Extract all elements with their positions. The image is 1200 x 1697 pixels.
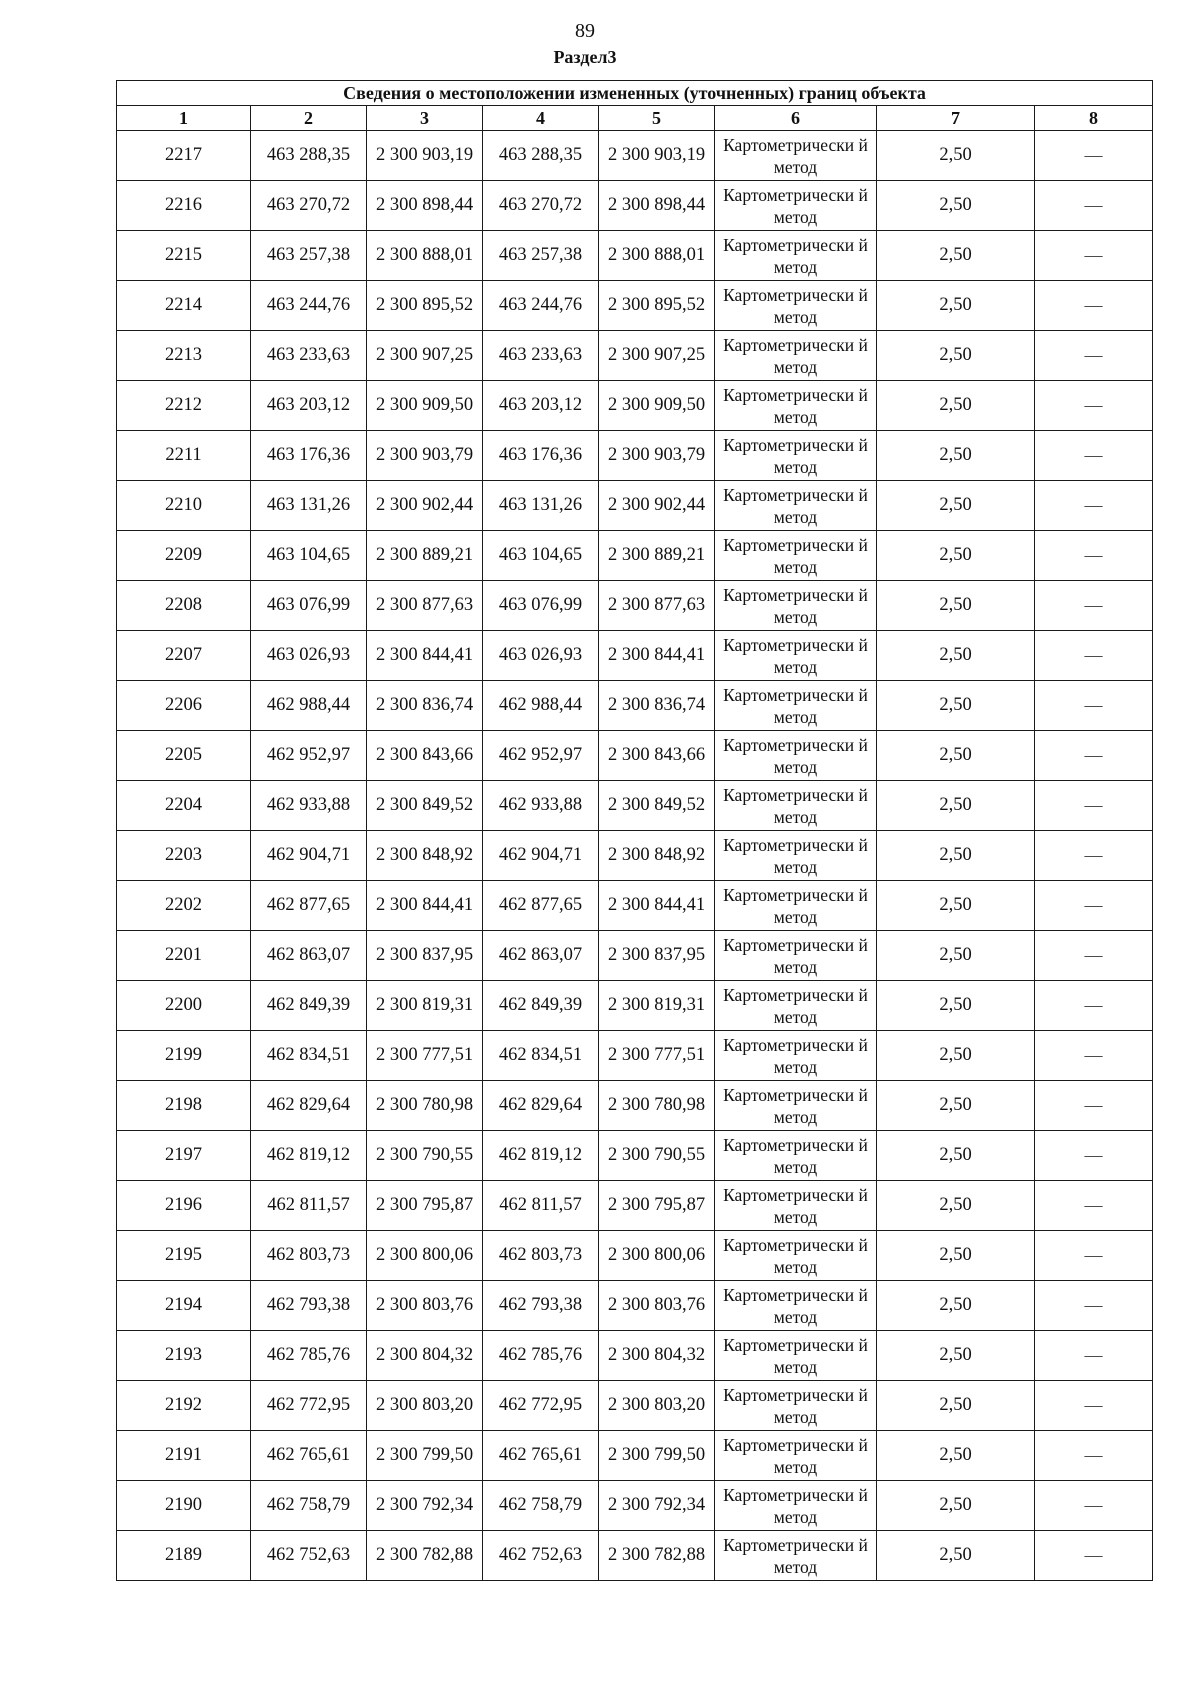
table-row — [117, 381, 1153, 431]
column-header: 1 — [117, 106, 251, 131]
column-header: 6 — [715, 106, 877, 131]
description-cell: — — [1035, 1431, 1153, 1481]
coord-x-new-cell: 463 026,93 — [483, 631, 599, 681]
accuracy-cell: 2,50 — [877, 281, 1035, 331]
description-cell: — — [1035, 481, 1153, 531]
table-row — [117, 631, 1153, 681]
coord-x-new-cell: 462 819,12 — [483, 1131, 599, 1181]
coord-y-old-cell: 2 300 799,50 — [367, 1431, 483, 1481]
method-cell: Картометрически й метод — [715, 1281, 877, 1331]
coord-y-new-cell: 2 300 902,44 — [599, 481, 715, 531]
coord-y-new-cell: 2 300 780,98 — [599, 1081, 715, 1131]
description-cell: — — [1035, 781, 1153, 831]
description-cell: — — [1035, 831, 1153, 881]
accuracy-cell: 2,50 — [877, 681, 1035, 731]
coord-y-old-cell: 2 300 849,52 — [367, 781, 483, 831]
coord-y-new-cell: 2 300 903,79 — [599, 431, 715, 481]
point-number-cell: 2209 — [117, 531, 251, 581]
point-number-cell: 2204 — [117, 781, 251, 831]
method-cell: Картометрически й метод — [715, 1531, 877, 1581]
coord-x-old-cell: 462 752,63 — [251, 1531, 367, 1581]
method-cell: Картометрически й метод — [715, 131, 877, 181]
accuracy-cell: 2,50 — [877, 631, 1035, 681]
table-row — [117, 881, 1153, 931]
coord-x-old-cell: 463 244,76 — [251, 281, 367, 331]
description-cell: — — [1035, 681, 1153, 731]
coord-y-new-cell: 2 300 803,20 — [599, 1381, 715, 1431]
description-cell: — — [1035, 1181, 1153, 1231]
coord-x-old-cell: 462 785,76 — [251, 1331, 367, 1381]
column-header: 7 — [877, 106, 1035, 131]
point-number-cell: 2200 — [117, 981, 251, 1031]
column-header: 4 — [483, 106, 599, 131]
coord-y-new-cell: 2 300 848,92 — [599, 831, 715, 881]
point-number-cell: 2211 — [117, 431, 251, 481]
coord-y-old-cell: 2 300 843,66 — [367, 731, 483, 781]
coord-x-new-cell: 462 904,71 — [483, 831, 599, 881]
point-number-cell: 2215 — [117, 231, 251, 281]
description-cell: — — [1035, 231, 1153, 281]
table-row — [117, 1031, 1153, 1081]
table-row — [117, 981, 1153, 1031]
point-number-cell: 2199 — [117, 1031, 251, 1081]
coord-x-new-cell: 462 829,64 — [483, 1081, 599, 1131]
coord-x-old-cell: 463 203,12 — [251, 381, 367, 431]
point-number-cell: 2205 — [117, 731, 251, 781]
coord-x-new-cell: 463 288,35 — [483, 131, 599, 181]
method-cell: Картометрически й метод — [715, 981, 877, 1031]
method-cell: Картометрически й метод — [715, 1381, 877, 1431]
point-number-cell: 2208 — [117, 581, 251, 631]
description-cell: — — [1035, 331, 1153, 381]
point-number-cell: 2189 — [117, 1531, 251, 1581]
coord-x-new-cell: 463 104,65 — [483, 531, 599, 581]
coord-y-new-cell: 2 300 843,66 — [599, 731, 715, 781]
table-row — [117, 131, 1153, 181]
description-cell: — — [1035, 181, 1153, 231]
method-cell: Картометрически й метод — [715, 381, 877, 431]
coord-y-old-cell: 2 300 795,87 — [367, 1181, 483, 1231]
coord-x-old-cell: 462 772,95 — [251, 1381, 367, 1431]
coord-x-new-cell: 462 849,39 — [483, 981, 599, 1031]
coord-y-new-cell: 2 300 804,32 — [599, 1331, 715, 1381]
coord-y-old-cell: 2 300 803,20 — [367, 1381, 483, 1431]
coord-x-old-cell: 462 758,79 — [251, 1481, 367, 1531]
table-body — [117, 131, 1153, 1581]
coord-y-old-cell: 2 300 804,32 — [367, 1331, 483, 1381]
description-cell: — — [1035, 1281, 1153, 1331]
accuracy-cell: 2,50 — [877, 381, 1035, 431]
coord-y-old-cell: 2 300 792,34 — [367, 1481, 483, 1531]
coord-y-old-cell: 2 300 898,44 — [367, 181, 483, 231]
coord-y-new-cell: 2 300 795,87 — [599, 1181, 715, 1231]
description-cell: — — [1035, 1131, 1153, 1181]
point-number-cell: 2203 — [117, 831, 251, 881]
point-number-cell: 2201 — [117, 931, 251, 981]
point-number-cell: 2196 — [117, 1181, 251, 1231]
coord-x-old-cell: 463 104,65 — [251, 531, 367, 581]
description-cell: — — [1035, 1081, 1153, 1131]
point-number-cell: 2217 — [117, 131, 251, 181]
coord-x-old-cell: 462 952,97 — [251, 731, 367, 781]
coord-x-old-cell: 463 270,72 — [251, 181, 367, 231]
description-cell: — — [1035, 631, 1153, 681]
table-caption: Сведения о местоположении измененных (уточненных) границ объекта — [117, 81, 1153, 106]
coord-x-old-cell: 463 288,35 — [251, 131, 367, 181]
point-number-cell: 2212 — [117, 381, 251, 431]
accuracy-cell: 2,50 — [877, 931, 1035, 981]
description-cell: — — [1035, 1231, 1153, 1281]
coord-y-old-cell: 2 300 888,01 — [367, 231, 483, 281]
table-row — [117, 281, 1153, 331]
description-cell: — — [1035, 931, 1153, 981]
coord-x-old-cell: 462 988,44 — [251, 681, 367, 731]
coord-x-old-cell: 463 176,36 — [251, 431, 367, 481]
accuracy-cell: 2,50 — [877, 531, 1035, 581]
method-cell: Картометрически й метод — [715, 731, 877, 781]
coord-y-old-cell: 2 300 902,44 — [367, 481, 483, 531]
method-cell: Картометрически й метод — [715, 1231, 877, 1281]
accuracy-cell: 2,50 — [877, 981, 1035, 1031]
accuracy-cell: 2,50 — [877, 581, 1035, 631]
point-number-cell: 2195 — [117, 1231, 251, 1281]
method-cell: Картометрически й метод — [715, 931, 877, 981]
table-row — [117, 581, 1153, 631]
coord-y-old-cell: 2 300 837,95 — [367, 931, 483, 981]
description-cell: — — [1035, 1331, 1153, 1381]
coord-x-new-cell: 463 257,38 — [483, 231, 599, 281]
method-cell: Картометрически й метод — [715, 781, 877, 831]
coord-y-old-cell: 2 300 780,98 — [367, 1081, 483, 1131]
method-cell: Картометрически й метод — [715, 581, 877, 631]
table-row — [117, 531, 1153, 581]
method-cell: Картометрически й метод — [715, 331, 877, 381]
description-cell: — — [1035, 531, 1153, 581]
coord-x-new-cell: 462 933,88 — [483, 781, 599, 831]
point-number-cell: 2202 — [117, 881, 251, 931]
coord-x-old-cell: 462 904,71 — [251, 831, 367, 881]
coord-x-old-cell: 463 257,38 — [251, 231, 367, 281]
coord-x-new-cell: 462 988,44 — [483, 681, 599, 731]
coord-y-new-cell: 2 300 819,31 — [599, 981, 715, 1031]
description-cell: — — [1035, 1031, 1153, 1081]
accuracy-cell: 2,50 — [877, 1081, 1035, 1131]
coord-y-old-cell: 2 300 889,21 — [367, 531, 483, 581]
coord-y-old-cell: 2 300 903,19 — [367, 131, 483, 181]
coord-y-new-cell: 2 300 849,52 — [599, 781, 715, 831]
point-number-cell: 2192 — [117, 1381, 251, 1431]
accuracy-cell: 2,50 — [877, 481, 1035, 531]
coord-y-new-cell: 2 300 898,44 — [599, 181, 715, 231]
description-cell: — — [1035, 881, 1153, 931]
description-cell: — — [1035, 431, 1153, 481]
description-cell: — — [1035, 1531, 1153, 1581]
method-cell: Картометрически й метод — [715, 1431, 877, 1481]
point-number-cell: 2206 — [117, 681, 251, 731]
accuracy-cell: 2,50 — [877, 831, 1035, 881]
table-row — [117, 781, 1153, 831]
coord-y-new-cell: 2 300 782,88 — [599, 1531, 715, 1581]
coord-y-old-cell: 2 300 790,55 — [367, 1131, 483, 1181]
coord-y-old-cell: 2 300 848,92 — [367, 831, 483, 881]
point-number-cell: 2193 — [117, 1331, 251, 1381]
accuracy-cell: 2,50 — [877, 231, 1035, 281]
accuracy-cell: 2,50 — [877, 1181, 1035, 1231]
accuracy-cell: 2,50 — [877, 881, 1035, 931]
table-row — [117, 681, 1153, 731]
method-cell: Картометрически й метод — [715, 1481, 877, 1531]
coord-x-new-cell: 463 233,63 — [483, 331, 599, 381]
description-cell: — — [1035, 581, 1153, 631]
coord-x-new-cell: 462 758,79 — [483, 1481, 599, 1531]
coord-y-new-cell: 2 300 844,41 — [599, 631, 715, 681]
accuracy-cell: 2,50 — [877, 1281, 1035, 1331]
method-cell: Картометрически й метод — [715, 481, 877, 531]
coord-x-new-cell: 463 131,26 — [483, 481, 599, 531]
table-row — [117, 731, 1153, 781]
method-cell: Картометрически й метод — [715, 431, 877, 481]
coord-y-new-cell: 2 300 903,19 — [599, 131, 715, 181]
table-row — [117, 431, 1153, 481]
description-cell: — — [1035, 281, 1153, 331]
coord-y-new-cell: 2 300 844,41 — [599, 881, 715, 931]
table-row — [117, 931, 1153, 981]
description-cell: — — [1035, 981, 1153, 1031]
coord-x-new-cell: 462 834,51 — [483, 1031, 599, 1081]
coord-x-old-cell: 462 834,51 — [251, 1031, 367, 1081]
accuracy-cell: 2,50 — [877, 131, 1035, 181]
section-title: Раздел3 — [553, 47, 617, 67]
coord-y-new-cell: 2 300 877,63 — [599, 581, 715, 631]
coord-y-old-cell: 2 300 836,74 — [367, 681, 483, 731]
method-cell: Картометрически й метод — [715, 631, 877, 681]
coord-x-new-cell: 463 203,12 — [483, 381, 599, 431]
coord-x-old-cell: 462 933,88 — [251, 781, 367, 831]
coord-x-old-cell: 462 849,39 — [251, 981, 367, 1031]
table-row — [117, 331, 1153, 381]
coord-x-new-cell: 462 877,65 — [483, 881, 599, 931]
accuracy-cell: 2,50 — [877, 1131, 1035, 1181]
point-number-cell: 2213 — [117, 331, 251, 381]
coord-y-old-cell: 2 300 877,63 — [367, 581, 483, 631]
point-number-cell: 2207 — [117, 631, 251, 681]
point-number-cell: 2210 — [117, 481, 251, 531]
table-row — [117, 481, 1153, 531]
coord-y-old-cell: 2 300 777,51 — [367, 1031, 483, 1081]
description-cell: — — [1035, 731, 1153, 781]
coord-y-old-cell: 2 300 907,25 — [367, 331, 483, 381]
coord-x-old-cell: 463 026,93 — [251, 631, 367, 681]
table-row — [117, 1381, 1153, 1431]
method-cell: Картометрически й метод — [715, 1081, 877, 1131]
method-cell: Картометрически й метод — [715, 1331, 877, 1381]
coord-x-new-cell: 463 076,99 — [483, 581, 599, 631]
point-number-cell: 2190 — [117, 1481, 251, 1531]
coord-y-old-cell: 2 300 844,41 — [367, 631, 483, 681]
coord-y-new-cell: 2 300 909,50 — [599, 381, 715, 431]
accuracy-cell: 2,50 — [877, 1531, 1035, 1581]
point-number-cell: 2198 — [117, 1081, 251, 1131]
method-cell: Картометрически й метод — [715, 831, 877, 881]
coord-y-new-cell: 2 300 790,55 — [599, 1131, 715, 1181]
table-row — [117, 1231, 1153, 1281]
coord-x-new-cell: 462 785,76 — [483, 1331, 599, 1381]
coord-x-old-cell: 463 131,26 — [251, 481, 367, 531]
coord-x-old-cell: 462 877,65 — [251, 881, 367, 931]
column-header: 3 — [367, 106, 483, 131]
accuracy-cell: 2,50 — [877, 781, 1035, 831]
method-cell: Картометрически й метод — [715, 181, 877, 231]
point-number-cell: 2197 — [117, 1131, 251, 1181]
point-number-cell: 2216 — [117, 181, 251, 231]
coord-x-old-cell: 463 233,63 — [251, 331, 367, 381]
method-cell: Картометрически й метод — [715, 881, 877, 931]
coord-y-old-cell: 2 300 909,50 — [367, 381, 483, 431]
accuracy-cell: 2,50 — [877, 1231, 1035, 1281]
coord-y-new-cell: 2 300 792,34 — [599, 1481, 715, 1531]
coord-y-new-cell: 2 300 889,21 — [599, 531, 715, 581]
accuracy-cell: 2,50 — [877, 1031, 1035, 1081]
coord-y-new-cell: 2 300 803,76 — [599, 1281, 715, 1331]
coord-x-new-cell: 462 952,97 — [483, 731, 599, 781]
method-cell: Картометрически й метод — [715, 281, 877, 331]
column-header: 2 — [251, 106, 367, 131]
accuracy-cell: 2,50 — [877, 731, 1035, 781]
boundary-coordinates-table — [116, 80, 1153, 1581]
accuracy-cell: 2,50 — [877, 1431, 1035, 1481]
point-number-cell: 2214 — [117, 281, 251, 331]
method-cell: Картометрически й метод — [715, 1031, 877, 1081]
table-row — [117, 831, 1153, 881]
coord-y-old-cell: 2 300 895,52 — [367, 281, 483, 331]
coord-y-new-cell: 2 300 777,51 — [599, 1031, 715, 1081]
coord-x-new-cell: 462 772,95 — [483, 1381, 599, 1431]
page-number: 89 — [575, 20, 595, 42]
table-row — [117, 181, 1153, 231]
point-number-cell: 2191 — [117, 1431, 251, 1481]
accuracy-cell: 2,50 — [877, 1481, 1035, 1531]
coord-x-new-cell: 463 244,76 — [483, 281, 599, 331]
coord-x-new-cell: 462 752,63 — [483, 1531, 599, 1581]
coord-y-new-cell: 2 300 895,52 — [599, 281, 715, 331]
table-row — [117, 1531, 1153, 1581]
description-cell: — — [1035, 1481, 1153, 1531]
method-cell: Картометрически й метод — [715, 531, 877, 581]
coord-y-old-cell: 2 300 803,76 — [367, 1281, 483, 1331]
coord-y-new-cell: 2 300 836,74 — [599, 681, 715, 731]
coord-y-old-cell: 2 300 903,79 — [367, 431, 483, 481]
coord-x-new-cell: 463 270,72 — [483, 181, 599, 231]
coord-y-new-cell: 2 300 888,01 — [599, 231, 715, 281]
coord-x-old-cell: 462 819,12 — [251, 1131, 367, 1181]
coord-x-old-cell: 462 863,07 — [251, 931, 367, 981]
coord-x-old-cell: 462 811,57 — [251, 1181, 367, 1231]
coord-y-new-cell: 2 300 907,25 — [599, 331, 715, 381]
table-row — [117, 1331, 1153, 1381]
table-row — [117, 1081, 1153, 1131]
description-cell: — — [1035, 381, 1153, 431]
method-cell: Картометрически й метод — [715, 231, 877, 281]
accuracy-cell: 2,50 — [877, 331, 1035, 381]
coord-x-old-cell: 463 076,99 — [251, 581, 367, 631]
coord-x-old-cell: 462 793,38 — [251, 1281, 367, 1331]
coord-x-old-cell: 462 765,61 — [251, 1431, 367, 1481]
table-row — [117, 1181, 1153, 1231]
coord-y-old-cell: 2 300 844,41 — [367, 881, 483, 931]
coord-x-new-cell: 462 863,07 — [483, 931, 599, 981]
accuracy-cell: 2,50 — [877, 1381, 1035, 1431]
table-row — [117, 231, 1153, 281]
coord-y-new-cell: 2 300 799,50 — [599, 1431, 715, 1481]
coord-x-new-cell: 463 176,36 — [483, 431, 599, 481]
coord-x-new-cell: 462 811,57 — [483, 1181, 599, 1231]
coord-y-old-cell: 2 300 782,88 — [367, 1531, 483, 1581]
description-cell: — — [1035, 131, 1153, 181]
coord-y-old-cell: 2 300 819,31 — [367, 981, 483, 1031]
accuracy-cell: 2,50 — [877, 181, 1035, 231]
coord-x-new-cell: 462 793,38 — [483, 1281, 599, 1331]
point-number-cell: 2194 — [117, 1281, 251, 1331]
coord-x-old-cell: 462 803,73 — [251, 1231, 367, 1281]
coord-x-new-cell: 462 803,73 — [483, 1231, 599, 1281]
column-header: 5 — [599, 106, 715, 131]
description-cell: — — [1035, 1381, 1153, 1431]
column-header-row — [117, 106, 1153, 131]
coord-y-new-cell: 2 300 800,06 — [599, 1231, 715, 1281]
coord-x-old-cell: 462 829,64 — [251, 1081, 367, 1131]
table-row — [117, 1281, 1153, 1331]
coord-y-new-cell: 2 300 837,95 — [599, 931, 715, 981]
column-header: 8 — [1035, 106, 1153, 131]
table-row — [117, 1481, 1153, 1531]
method-cell: Картометрически й метод — [715, 1181, 877, 1231]
method-cell: Картометрически й метод — [715, 1131, 877, 1181]
method-cell: Картометрически й метод — [715, 681, 877, 731]
accuracy-cell: 2,50 — [877, 1331, 1035, 1381]
accuracy-cell: 2,50 — [877, 431, 1035, 481]
table-row — [117, 1431, 1153, 1481]
table-row — [117, 1131, 1153, 1181]
coord-x-new-cell: 462 765,61 — [483, 1431, 599, 1481]
coord-y-old-cell: 2 300 800,06 — [367, 1231, 483, 1281]
